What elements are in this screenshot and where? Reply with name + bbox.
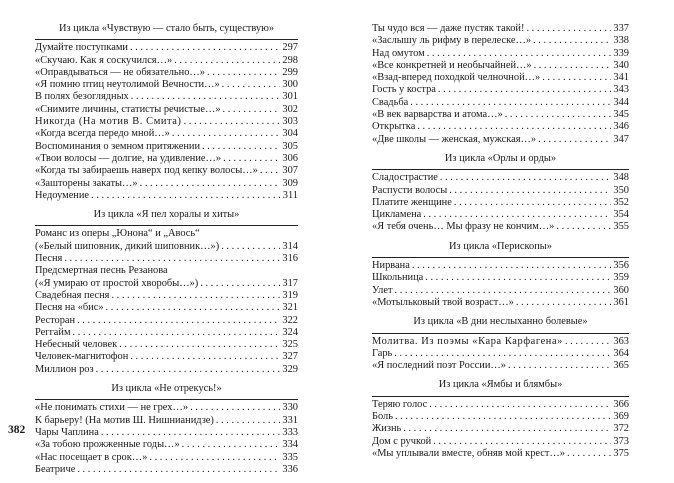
entry-page: 369 [613,411,629,423]
entry-page: 373 [613,435,629,447]
leader-dots [565,336,611,348]
entry-title: Песня [35,253,63,265]
section-title: Из цикла «Не отрекусь!» [111,383,222,395]
toc-entry [372,209,629,221]
leader-dots [111,290,280,302]
toc-continuation [372,23,629,146]
toc-entry [372,72,629,84]
entry-page: 360 [613,284,629,296]
leader-dots [567,448,611,460]
entry-title: Небесный человек [35,339,118,351]
entry-page: 375 [613,447,629,459]
entry-page: 311 [282,189,298,201]
leader-dots [200,278,280,290]
toc-entry [372,448,629,460]
entry-page: 298 [282,54,298,66]
leader-dots [96,364,281,376]
toc-entry [35,364,298,376]
toc-entry [372,97,629,109]
toc-entry [35,91,298,103]
leader-dots [440,172,612,184]
leader-dots [130,42,280,54]
entry-title: Никогда (На мотив В. Смита) [35,116,182,128]
toc-entry [372,48,629,60]
entry-page: 299 [282,66,298,78]
toc-entry [35,452,298,464]
entry-page: 364 [613,347,629,359]
toc-entry [372,35,629,47]
entry-title: «Мы уплывали вместе, обняв мой крест…» [372,447,565,459]
entry-title: В полях безоглядных [35,91,129,103]
toc-entry [372,436,629,448]
entry-page: 306 [282,152,298,164]
leader-dots [130,351,280,363]
entry-page: 359 [613,272,629,284]
toc-entry [35,315,298,327]
toc-section [35,209,298,376]
entry-page: 309 [282,177,298,189]
section-title: Из цикла «Чувствую — стало быть, существую» [58,23,275,34]
section-rule [35,399,298,400]
leader-dots [149,452,280,464]
leader-dots [526,23,611,35]
leader-dots [77,464,280,476]
toc-entry [372,23,629,35]
toc-section [35,23,298,202]
entry-page: 363 [613,335,629,347]
toc-right-column [372,23,629,460]
toc-entry [35,153,298,165]
leader-dots [516,297,612,309]
leader-dots [505,109,612,121]
entry-title: «Я тебя очень… Мы фразу не кончим…» [372,221,555,233]
toc-entry [372,399,629,411]
toc-entry [35,351,298,363]
toc-section [372,379,629,460]
leader-dots [182,439,281,451]
entry-page: 322 [282,314,298,326]
toc-entry [35,439,298,451]
entry-title: «Когда всегда передо мной…» [35,128,170,140]
leader-dots [91,190,281,202]
leader-dots [64,253,280,265]
leader-dots [556,221,611,233]
entry-title: Гарь [372,347,393,359]
section-rule [372,333,629,334]
leader-dots [140,178,281,190]
entry-page: 346 [613,121,629,133]
entry-title: «Взад-вперед походкой челночной…» [372,72,541,84]
entry-title: Думайте поступками [35,42,128,54]
entry-title: Свадьба [372,96,409,108]
entry-page: 348 [613,172,629,184]
toc-entry [372,260,629,272]
entry-page: 321 [282,302,298,314]
toc-entry [35,415,298,427]
entry-page: 350 [613,184,629,196]
entry-title: «Я помню птиц неутолимой Вечности…» [35,79,220,91]
entry-title: Над омутом [372,47,425,59]
toc-entry [35,190,298,202]
entry-title: Теряю голос [372,398,428,410]
entry-title: Распусти волосы [372,184,448,196]
toc-entry [372,172,629,184]
toc-entry [372,84,629,96]
leader-dots [172,128,281,140]
toc-entry [372,348,629,360]
toc-entry [35,290,298,302]
leader-dots [542,72,611,84]
entry-page: 366 [613,398,629,410]
leader-dots [207,67,280,79]
entry-title: «Твои волосы — долгие, на удивление…» [35,152,222,164]
toc-section [372,153,629,234]
leader-dots [534,60,612,72]
entry-page: 334 [282,439,298,451]
leader-dots [106,302,281,314]
entry-page: 347 [613,133,629,145]
leader-dots [395,411,611,423]
toc-entry [35,327,298,339]
entry-page: 341 [613,72,629,84]
leader-dots [538,134,611,146]
leader-dots [429,399,611,411]
entry-title: Дом с ручкой [372,435,432,447]
entry-title: К барьеру! (На мотив Ш. Нишнианидзе) [35,414,214,426]
section-rule [372,169,629,170]
entry-title: «Нас посещает в срок…» [35,451,148,463]
section-rule [372,257,629,258]
section-rule [372,396,629,397]
entry-page: 305 [282,140,298,152]
toc-entry [35,265,298,290]
entry-title: «Все конкретней и необычайней…» [372,59,532,71]
leader-dots [410,97,611,109]
leader-dots [119,339,280,351]
section-title: Из цикла «В дни неслыханно болевые» [413,316,588,328]
toc-entry [372,360,629,372]
leader-dots [423,209,611,221]
toc-entry [372,285,629,297]
toc-entry [35,228,298,253]
leader-dots [101,427,281,439]
toc-entry [35,302,298,314]
entry-page: 336 [282,463,298,475]
section-title: Из цикла «Я пел хоралы и хиты» [93,209,240,221]
leader-dots [223,153,280,165]
entry-title: Цикламена [372,209,422,221]
entry-page: 355 [613,221,629,233]
leader-dots [425,272,611,284]
entry-title: Открытка [372,121,416,133]
leader-dots [438,84,612,96]
entry-page: 303 [282,116,298,128]
toc-entry [35,55,298,67]
entry-title: «Мотыльковый твой возраст…» [372,296,514,308]
entry-title: Чары Чаплина [35,426,99,438]
entry-title: «Зашторены закаты…» [35,177,138,189]
entry-subtitle: («Белый шиповник, дикий шиповник…») [35,240,220,252]
toc-entry [372,134,629,146]
toc-left-column [35,23,298,476]
entry-title: «Не понимать стихи — не грех…» [35,402,189,414]
section-title: Из цикла «Перископы» [449,240,552,252]
entry-subtitle: («Я умираю от простой хворобы…») [35,277,199,289]
entry-title: Реггайм [35,326,71,338]
entry-page: 365 [613,360,629,372]
toc-entry [372,109,629,121]
entry-title: Недоумение [35,189,90,201]
entry-page: 345 [613,109,629,121]
entry-page: 314 [282,240,298,252]
entry-page: 372 [613,423,629,435]
leader-dots [216,415,281,427]
leader-dots [454,197,612,209]
entry-page: 307 [282,165,298,177]
toc-entry [372,197,629,209]
toc-entry [372,60,629,72]
entry-page: 331 [282,414,298,426]
leader-dots [427,48,612,60]
entry-page: 300 [282,79,298,91]
toc-entry [372,121,629,133]
entry-title: Жизнь [372,423,402,435]
leader-dots [221,241,280,253]
toc-entry [372,272,629,284]
entry-title: Молитва. Из поэмы «Кара Карфагена» [372,335,563,347]
entry-title: Школьница [372,272,424,284]
entry-page: 327 [282,351,298,363]
leader-dots [202,141,280,153]
leader-dots [190,402,280,414]
entry-title: «Оправдываться — не обязательно…» [35,66,205,78]
section-title: Из цикла «Орлы и орды» [444,152,557,164]
entry-page: 335 [282,451,298,463]
leader-dots [131,91,281,103]
entry-line [35,241,298,253]
entry-page: 302 [282,103,298,115]
entry-page: 304 [282,128,298,140]
leader-dots [508,360,611,372]
section-title: Из цикла «Ямбы и блямбы» [438,379,563,391]
entry-title: Предсмертная песнь Резанова [35,265,168,277]
entry-title: Ресторан [35,314,76,326]
leader-dots [533,35,611,47]
entry-title: «Заслышу ль рифму в перелеске…» [372,35,532,47]
toc-entry [372,336,629,348]
entry-title: «Две школы — женская, мужская…» [372,133,537,145]
leader-dots [417,121,611,133]
toc-entry [35,402,298,414]
toc-entry [35,427,298,439]
entry-title: «Я последний поэт России…» [372,360,506,372]
toc-entry [35,339,298,351]
toc-entry [372,411,629,423]
entry-page: 338 [613,35,629,47]
entry-page: 297 [282,42,298,54]
leader-dots [394,348,611,360]
toc-entry [35,104,298,116]
entry-title: Гость у костра [372,84,436,96]
toc-entry [35,253,298,265]
entry-page: 344 [613,96,629,108]
toc-section [35,383,298,476]
entry-page: 317 [282,277,298,289]
entry-title: Воспоминания о земном притяжении [35,140,201,152]
leader-dots [260,165,281,177]
leader-dots [395,285,612,297]
entry-page: 352 [613,196,629,208]
entry-page: 340 [613,59,629,71]
entry-page: 330 [282,402,298,414]
toc-entry [372,297,629,309]
leader-dots [403,423,611,435]
leader-dots [174,55,280,67]
entry-title: «За тобою прожженные годы…» [35,439,180,451]
entry-title: «Снимите личины, статисты речистые…» [35,103,221,115]
toc-entry [35,128,298,140]
toc-entry [372,185,629,197]
toc-entry [35,178,298,190]
entry-title: «Когда ты забираешь наверх под кепку волосы…» [35,165,258,177]
entry-page: 319 [282,289,298,301]
entry-page: 329 [282,363,298,375]
entry-title: Ты чудо вся — даже пустяк такой! [372,23,525,34]
entry-line [35,278,298,290]
entry-title: Человек-магнитофон [35,351,129,363]
page-number: 382 [8,424,26,436]
toc-section [372,316,629,372]
entry-page: 339 [613,47,629,59]
leader-dots [433,436,611,448]
toc-entry [35,79,298,91]
entry-title: Песня на «бис» [35,302,104,314]
toc-section [372,241,629,309]
entry-title: Сладострастие [372,172,438,184]
entry-page: 325 [282,339,298,351]
toc-entry [35,464,298,476]
entry-page: 354 [613,209,629,221]
toc-entry [35,42,298,54]
section-rule [35,39,298,40]
entry-title: Нирвана [372,260,410,272]
entry-title: Боль [372,411,393,423]
entry-title: Беатриче [35,463,76,475]
entry-page: 333 [282,426,298,438]
section-rule [35,225,298,226]
entry-page: 356 [613,260,629,272]
leader-dots [184,116,281,128]
toc-entry [372,423,629,435]
entry-title: Улет [372,284,393,296]
entry-page: 316 [282,253,298,265]
leader-dots [449,185,611,197]
leader-dots [73,327,281,339]
entry-title: «В век варварства и атома…» [372,109,503,121]
toc-entry [35,165,298,177]
toc-entry [35,141,298,153]
entry-page: 361 [613,296,629,308]
leader-dots [222,79,281,91]
entry-title: Миллион роз [35,363,94,375]
toc-entry [372,221,629,233]
entry-page: 324 [282,326,298,338]
entry-title: Платите женщине [372,196,452,208]
entry-title: Романс из оперы „Юнона“ и „Авось“ [35,228,200,240]
entry-page: 337 [613,23,629,34]
leader-dots [223,104,281,116]
entry-title: Свадебная песня [35,289,110,301]
leader-dots [77,315,280,327]
toc-entry [35,67,298,79]
leader-dots [412,260,612,272]
entry-page: 301 [282,91,298,103]
toc-entry [35,116,298,128]
entry-title: «Скучаю. Как я соскучился…» [35,54,173,66]
entry-page: 343 [613,84,629,96]
